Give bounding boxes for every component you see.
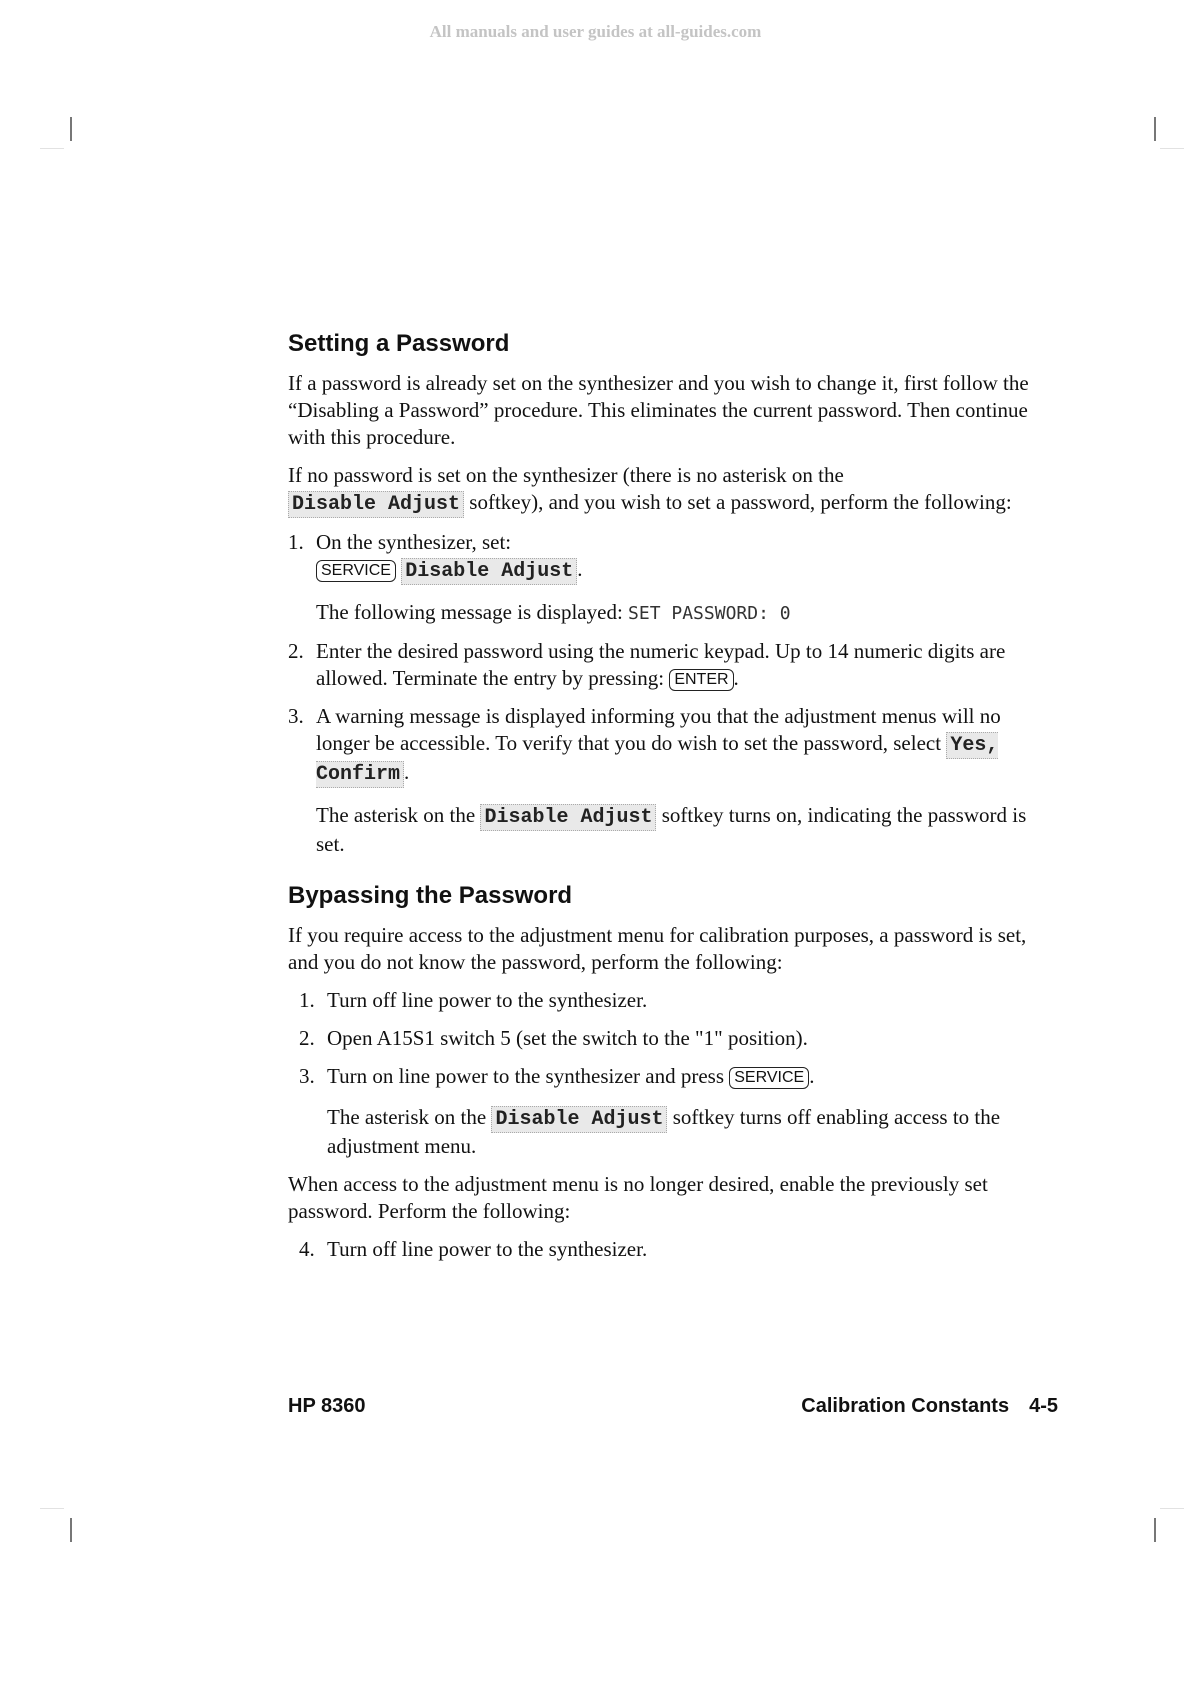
punct: . [809, 1064, 815, 1088]
section-setting-password [288, 330, 1058, 858]
list-item [288, 703, 1058, 858]
note-text: The asterisk on the [327, 1105, 487, 1129]
note-text: softkey turns off enabling access to the adjustment menu. [327, 1105, 1001, 1158]
list-item [288, 638, 1058, 692]
step-number: 4. [299, 1237, 315, 1261]
yes-confirm-softkey: Yes, Confirm [316, 734, 999, 786]
step-text: Enter the desired password using the numeric keypad. Up to 14 numeric digits are allowed. Terminate the entry by pressing: [316, 639, 1006, 690]
display-message: SET PASSWORD: 0 [628, 603, 791, 624]
step-text: Turn off line power to the synthesizer. [327, 1237, 648, 1261]
service-key: SERVICE [729, 1067, 809, 1089]
step-number: 1. [288, 530, 304, 554]
list-item [288, 1063, 1058, 1160]
section-heading: Bypassing the Password [288, 882, 573, 909]
punct: . [577, 557, 583, 581]
crop-mark-top-right-h [1160, 148, 1184, 149]
text: softkey), and you wish to set a password, perform the following: [469, 490, 1012, 514]
watermark: All manuals and user guides at all-guides.com [429, 22, 762, 41]
step-number: 2. [299, 1026, 315, 1050]
paragraph: If you require access to the adjustment menu for calibration purposes, a password is set, and you do not know the password, perform the following: [288, 923, 1027, 974]
section-bypassing-password [288, 882, 1058, 1263]
chapter-title: Calibration Constants [801, 1395, 1010, 1417]
model-label: HP 8360 [288, 1395, 366, 1417]
disable-adjust-softkey: Disable Adjust [401, 558, 577, 585]
disable-adjust-softkey: Disable Adjust [491, 1106, 667, 1133]
list-item [288, 987, 1058, 1014]
list-item [288, 1236, 1058, 1263]
step-number: 3. [299, 1064, 315, 1088]
step-number: 2. [288, 639, 304, 663]
punct: . [733, 666, 739, 690]
disable-adjust-softkey: Disable Adjust [288, 491, 464, 518]
step-text: Open A15S1 switch 5 (set the switch to the "1" position). [327, 1026, 808, 1050]
steps-list [288, 1236, 1058, 1263]
paragraph: When access to the adjustment menu is no longer desired, enable the previously set password. Perform the following: [288, 1172, 988, 1223]
page-number: 4-5 [1029, 1395, 1058, 1417]
crop-mark-top-left [70, 117, 72, 141]
service-key: SERVICE [316, 560, 396, 582]
crop-mark-bottom-right-h [1160, 1508, 1184, 1509]
crop-mark-top-right [1154, 117, 1156, 141]
step-text: Turn on line power to the synthesizer and press [327, 1064, 724, 1088]
crop-mark-bottom-left [70, 1518, 72, 1542]
step-number: 3. [288, 704, 304, 728]
steps-list [288, 529, 1058, 858]
section-heading: Setting a Password [288, 330, 510, 357]
enter-key: ENTER [669, 669, 733, 691]
page-content [288, 330, 1058, 1274]
step-number: 1. [299, 988, 315, 1012]
list-item [288, 529, 1058, 627]
steps-list [288, 987, 1058, 1160]
step-note [316, 599, 1058, 627]
crop-mark-bottom-right [1154, 1518, 1156, 1542]
step-text: Turn off line power to the synthesizer. [327, 988, 648, 1012]
list-item [288, 1025, 1058, 1052]
crop-mark-bottom-left-h [40, 1508, 64, 1509]
punct: . [404, 760, 410, 784]
step-text: On the synthesizer, set: [316, 530, 512, 554]
chapter-info [801, 1395, 1058, 1418]
step-text: A warning message is displayed informing you that the adjustment menus will no longer be accessible. To verify that you do wish to set the password, select [316, 704, 1001, 755]
note-text: The asterisk on the [316, 803, 476, 827]
note-text: The following message is displayed: [316, 600, 623, 624]
paragraph: If a password is already set on the synthesizer and you wish to change it, first follow the “Disabling a Password” procedure. This eliminates the current password. Then continue with this procedure. [288, 371, 1029, 449]
paragraph [288, 462, 1058, 518]
note-text: softkey turns on, indicating the password is set. [316, 803, 1027, 856]
text: If no password is set on the synthesizer (there is no asterisk on the [288, 463, 844, 487]
step-note [327, 1104, 1058, 1160]
crop-mark-top-left-h [40, 148, 64, 149]
disable-adjust-softkey: Disable Adjust [480, 804, 656, 831]
step-note [316, 802, 1058, 858]
